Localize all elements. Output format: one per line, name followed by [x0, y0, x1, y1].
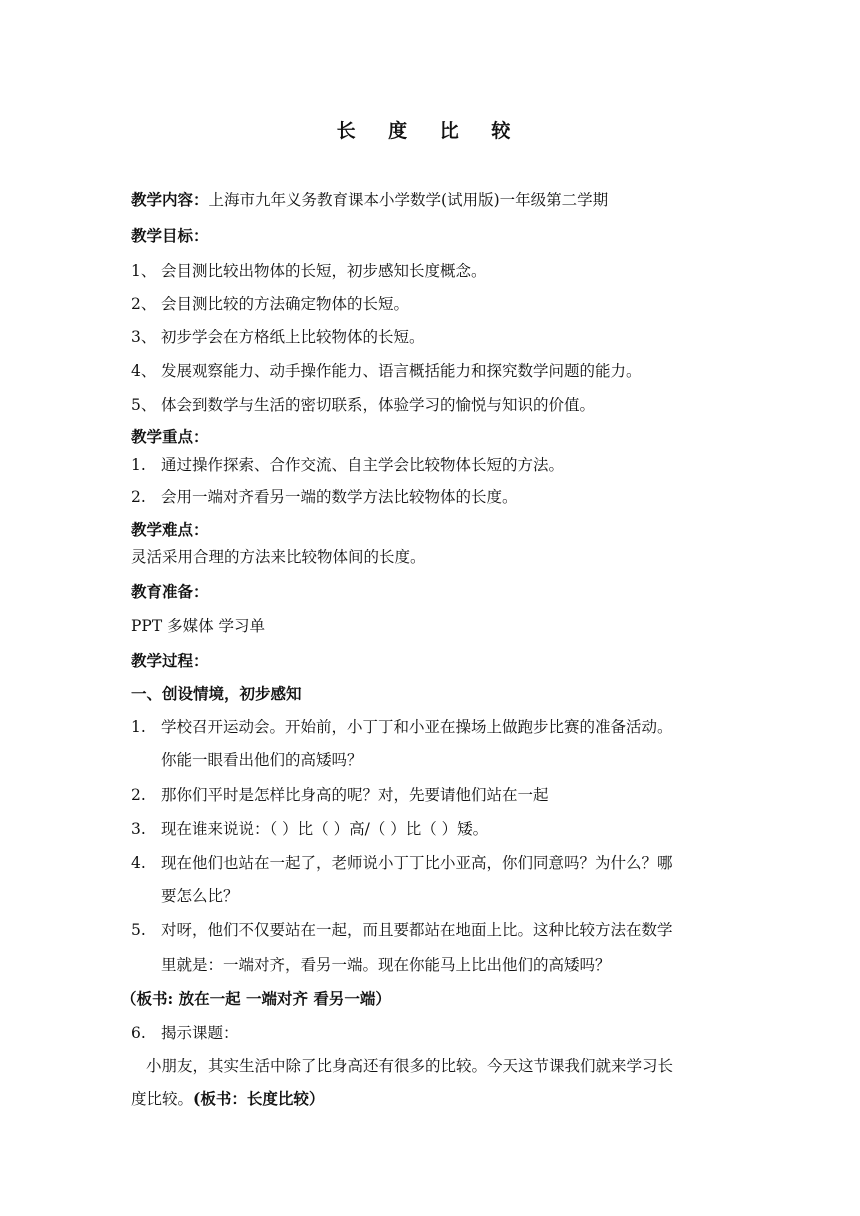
step-text-continued: 要怎么比？ — [161, 887, 239, 905]
step-text-continued: 里就是：一端对齐，看另一端。现在你能马上比出他们的高矮吗？ — [161, 956, 611, 974]
goal-item — [131, 393, 741, 415]
key-points-heading: 教学重点： — [131, 427, 209, 446]
board-note: （板书: 放在一起 一端对齐 看另一端） — [121, 989, 391, 1008]
goal-item — [131, 325, 741, 347]
paragraph-text: 度比较。 — [131, 1090, 194, 1108]
board-title-note: (板书：长度比较） — [193, 1089, 325, 1108]
step-text: 现在谁来说说：（ ）比（ ）高/（ ）比（ ）矮。 — [161, 820, 489, 838]
step-text: 揭示课题： — [161, 1024, 239, 1042]
goal-number: 4、 — [131, 362, 157, 380]
key-point-number: 1. — [131, 456, 146, 474]
key-point-number: 2. — [131, 488, 146, 506]
goal-text: 会目测比较出物体的长短，初步感知长度概念。 — [161, 262, 487, 280]
preparation-heading: 教育准备： — [131, 582, 209, 601]
content-line — [131, 188, 741, 210]
step-text: 对呀，他们不仅要站在一起，而且要都站在地面上比。这种比较方法在数学 — [161, 921, 673, 939]
paragraph-line: 小朋友，其实生活中除了比身高还有很多的比较。今天这节课我们就来学习长 — [146, 1057, 674, 1075]
step-number: 1. — [131, 718, 146, 736]
key-point-item — [131, 485, 741, 507]
goal-item — [131, 292, 741, 314]
step-item — [131, 851, 741, 873]
content-text: 上海市九年义务教育课本小学数学(试用版)一年级第二学期 — [208, 191, 609, 209]
goal-item — [131, 259, 741, 281]
key-point-text: 通过操作探索、合作交流、自主学会比较物体长短的方法。 — [161, 456, 565, 474]
goal-number: 1、 — [131, 262, 157, 280]
step-text-continued: 你能一眼看出他们的高矮吗？ — [161, 751, 363, 769]
step-number: 5. — [131, 921, 146, 939]
goal-number: 5、 — [131, 396, 157, 414]
key-point-text: 会用一端对齐看另一端的数学方法比较物体的长度。 — [161, 488, 518, 506]
step-item — [131, 783, 741, 805]
step-item — [131, 918, 741, 940]
step-number: 2. — [131, 786, 146, 804]
goals-heading: 教学目标： — [131, 226, 209, 245]
preparation-text: PPT 多媒体 学习单 — [131, 617, 266, 635]
goal-number: 2、 — [131, 295, 157, 313]
goal-text: 发展观察能力、动手操作能力、语言概括能力和探究数学问题的能力。 — [161, 362, 642, 380]
difficulty-text: 灵活采用合理的方法来比较物体间的长度。 — [131, 548, 426, 566]
goal-text: 会目测比较的方法确定物体的长短。 — [161, 295, 410, 313]
step-item — [131, 715, 741, 737]
key-point-item — [131, 453, 741, 475]
section-title: 一、创设情境，初步感知 — [131, 684, 302, 703]
goal-text: 初步学会在方格纸上比较物体的长短。 — [161, 328, 425, 346]
document-title: 长 度 比 较 — [336, 120, 524, 142]
goal-number: 3、 — [131, 328, 157, 346]
step-number: 6. — [131, 1024, 146, 1042]
step-text: 现在他们也站在一起了，老师说小丁丁比小亚高，你们同意吗？为什么？哪 — [161, 854, 673, 872]
step-number: 4. — [131, 854, 146, 872]
step-number: 3. — [131, 820, 146, 838]
step-item — [131, 1021, 741, 1043]
difficulty-heading: 教学难点： — [131, 520, 209, 539]
content-label: 教学内容： — [131, 190, 209, 209]
goal-item — [131, 359, 741, 381]
step-item — [131, 817, 741, 839]
step-text: 那你们平时是怎样比身高的呢？对，先要请他们站在一起 — [161, 786, 549, 804]
step-text: 学校召开运动会。开始前，小丁丁和小亚在操场上做跑步比赛的准备活动。 — [161, 718, 673, 736]
process-heading: 教学过程： — [131, 651, 209, 670]
paragraph-line — [131, 1087, 741, 1109]
goal-text: 体会到数学与生活的密切联系，体验学习的愉悦与知识的价值。 — [161, 396, 596, 414]
